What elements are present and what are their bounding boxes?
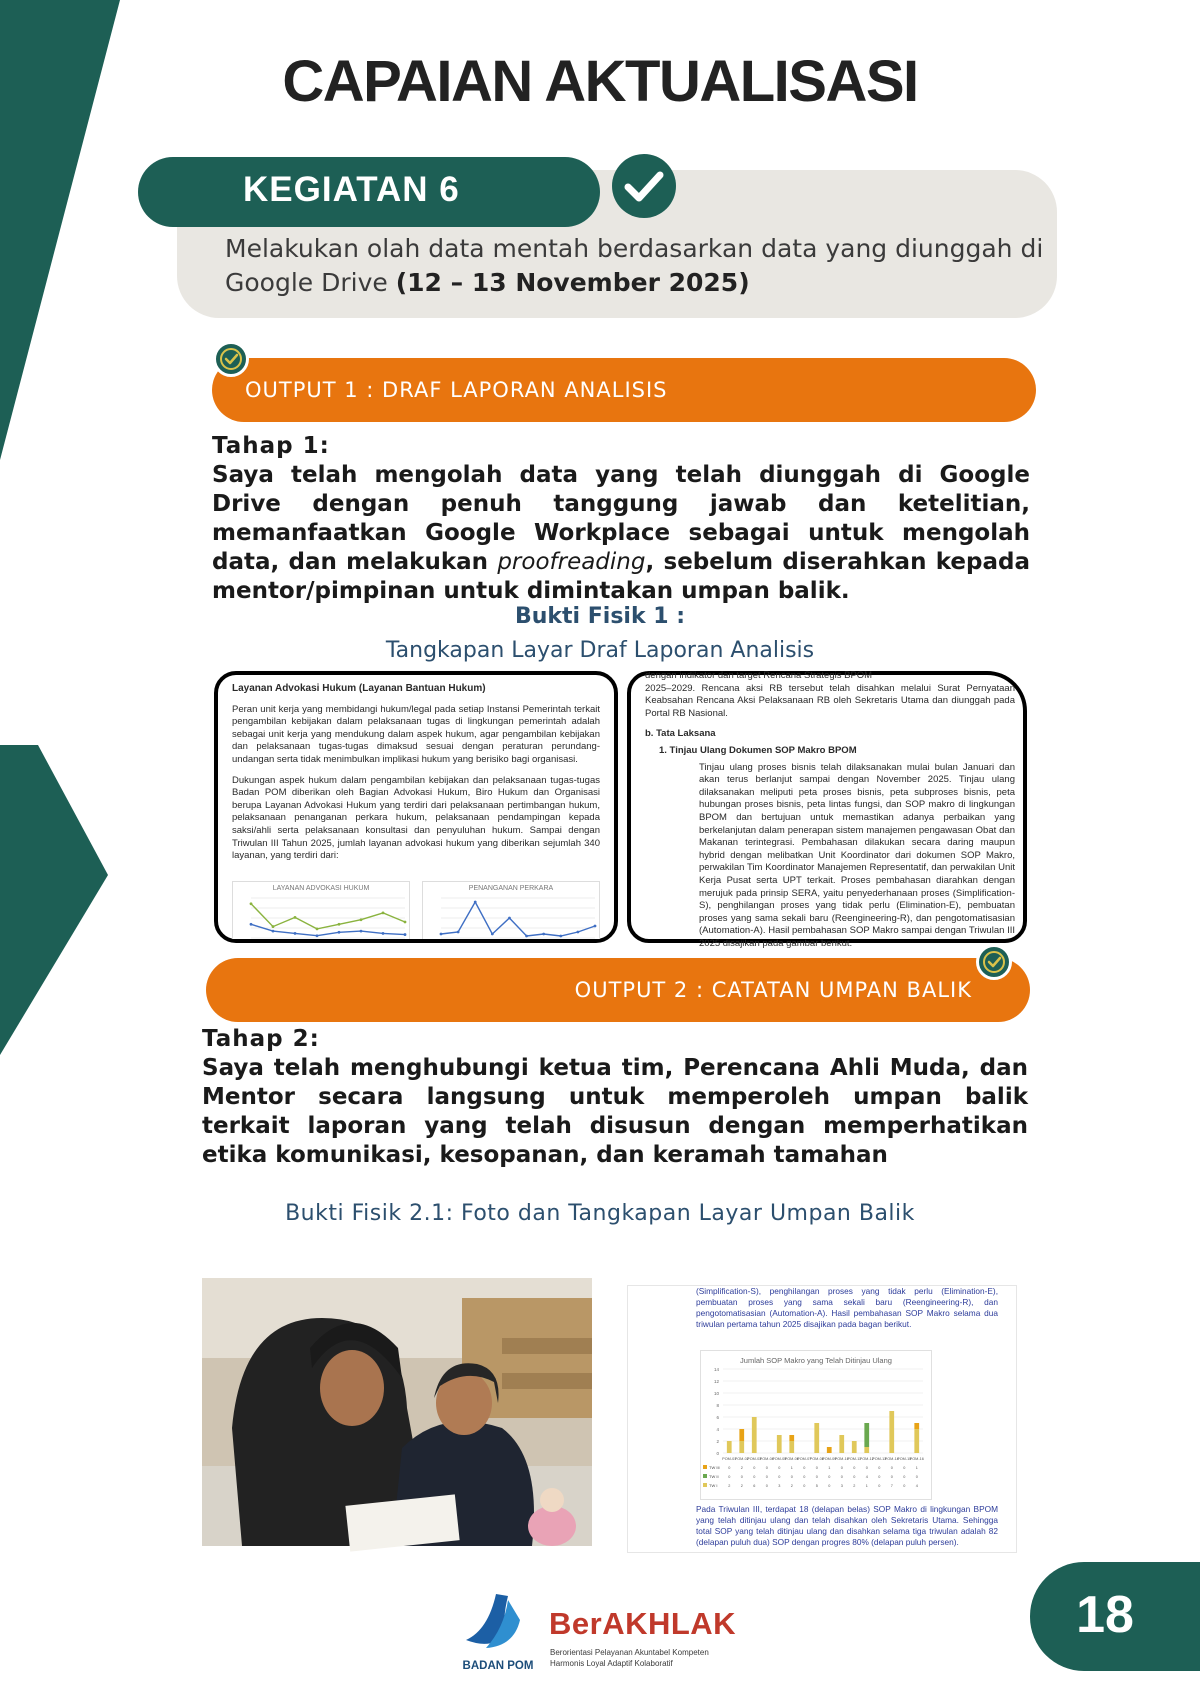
report-paragraph: Dukungan aspek hukum dalam pengambilan kebijakan dan pelaksanaan tugas-tugas Badan POM diberikan oleh Bagian Advokasi Hukum, Biro Hukum dan Organisasi berupa Layanan Advokasi Hukum yang terdiri dari pelaksanaan pertimbangan hukum, pelaksanaan penanganan perkara hukum, pelaksanaan pendampingan kepada saksi/ahli serta pelaksanaan konsultasi dan penyuluhan hukum. Sampai dengan Triwulan III Tahun 2025, jumlah layanan advokasi hukum yang diberikan sejumlah 340 layanan, yang terdiri dari: (232, 774, 600, 862)
data-point (382, 911, 385, 914)
x-tick-label: POM-07 (797, 1457, 812, 1461)
table-cell: 0 (765, 1475, 768, 1479)
kegiatan-date: (12 – 13 November 2025) (395, 268, 750, 297)
bar (752, 1417, 757, 1453)
berakhlak-tagline: Berorientasi Pelayanan Akuntabel Kompeten (550, 1648, 709, 1657)
tahap-1-body (212, 461, 1030, 606)
table-cell: 0 (815, 1466, 818, 1470)
data-point (457, 931, 460, 934)
report-paragraph: Peran unit kerja yang membidangi hukum/legal pada setiap Instansi Pemerintah terkait pengambilan kebijakan dalam pelaksanaan tugas di lingkungan pemerintah adalah sebagai unit kerja yang mendukung dalam aspek hukum, agar pengambilan kebijakan dan pelaksanaan tugas-tugas dimaksud sesuai dengan peraturan perundang-undangan serta tidak menimbulkan implikasi hukum yang berisiko bagi organisasi. (232, 703, 600, 765)
line-chart-svg (423, 894, 603, 940)
table-cell: 0 (853, 1466, 856, 1470)
table-cell: 4 (915, 1484, 918, 1488)
table-cell: 0 (778, 1466, 781, 1470)
bar (864, 1423, 869, 1447)
bar (739, 1441, 744, 1453)
data-point (250, 902, 253, 905)
table-cell: 0 (903, 1466, 906, 1470)
bar (889, 1411, 894, 1453)
data-point (440, 933, 443, 936)
data-point (525, 935, 528, 938)
y-tick-label: 6 (716, 1415, 719, 1420)
report-text (218, 675, 614, 863)
tahap-1-body-text: Saya telah mengolah data yang telah diunggah di Google Drive dengan penuh tanggung jawab dan ketelitian, memanfaatkan Google Workplace sebagai untuk mengolah data, dan melakukan (212, 462, 1030, 575)
y-tick-label: 10 (713, 1391, 719, 1396)
series-line (251, 904, 405, 929)
bukti-1-subtitle: Tangkapan Layar Draf Laporan Analisis (385, 638, 815, 663)
data-point (272, 930, 275, 933)
x-tick-label: POM-03 (747, 1457, 762, 1461)
report-section-label: b. Tata Laksana (645, 728, 716, 740)
table-cell: 4 (865, 1475, 868, 1479)
bar (727, 1441, 732, 1453)
series-line (441, 902, 595, 936)
check-circle-icon (976, 944, 1012, 980)
data-point (382, 932, 385, 935)
bar (914, 1429, 919, 1453)
table-cell: 0 (803, 1484, 806, 1488)
kegiatan-description-text: Melakukan olah data mentah berdasarkan data yang diunggah di Google Drive (225, 234, 1044, 297)
table-cell: 0 (803, 1475, 806, 1479)
x-tick-label: POM-12 (859, 1457, 874, 1461)
table-cell: 5 (815, 1484, 818, 1488)
page-number: 18 (1076, 1586, 1134, 1644)
table-cell: 2 (853, 1484, 856, 1488)
kegiatan-label: KEGIATAN 6 (138, 157, 600, 227)
table-cell: 0 (878, 1475, 881, 1479)
chart-title: Jumlah SOP Makro yang Telah Ditinjau Ulang (740, 1356, 892, 1365)
report-screenshot-right (627, 670, 1027, 949)
berakhlak-logo: BerAKHLAK (549, 1606, 737, 1641)
x-tick-label: POM-10 (834, 1457, 849, 1461)
data-point (316, 934, 319, 937)
bar (789, 1435, 794, 1441)
y-tick-label: 14 (713, 1367, 719, 1372)
data-point (404, 933, 407, 936)
x-tick-label: POM-15 (897, 1457, 912, 1461)
data-point (272, 925, 275, 928)
table-cell: 0 (903, 1475, 906, 1479)
feedback-report-text: (Simplification-S), penghilangan proses yang tidak perlu (Elimination-E), pembuatan proses yang sama sekali baru (Reengineering-R), dan pengotomatisasian (Automation-A). Hasil pembahasan SOP Makro selama dua triwulan pertama tahun 2025 disajikan pada bagan berikut. (696, 1286, 998, 1329)
tahap-1-body-text-end: , sebelum diserahkan kepada mentor/pimpinan untuk dimintakan umpan balik. (212, 549, 1030, 604)
data-point (338, 923, 341, 926)
table-cell: 0 (728, 1466, 731, 1470)
bar (739, 1429, 744, 1441)
table-cell: 0 (878, 1466, 881, 1470)
x-tick-label: POM-13 (872, 1457, 887, 1461)
check-circle-icon (213, 341, 249, 377)
feedback-report-bottom (628, 1504, 1016, 1548)
x-tick-label: POM-14 (884, 1457, 899, 1461)
legend-swatch (703, 1483, 707, 1487)
data-point (360, 918, 363, 921)
bar-chart-svg (701, 1365, 933, 1497)
chart-title: PENANGANAN PERKARA (468, 885, 554, 892)
y-tick-label: 12 (713, 1379, 719, 1384)
table-cell: 0 (728, 1475, 731, 1479)
x-tick-label: POM-06 (784, 1457, 799, 1461)
x-tick-label: POM-16 (909, 1457, 924, 1461)
table-cell: 0 (828, 1484, 831, 1488)
data-point (474, 901, 477, 904)
x-tick-label: POM-02 (734, 1457, 749, 1461)
table-cell: 1 (865, 1484, 868, 1488)
feedback-screenshot (627, 1285, 1017, 1553)
table-cell: 1 (915, 1466, 918, 1470)
table-cell: 0 (765, 1484, 768, 1488)
data-point (360, 930, 363, 933)
y-tick-label: 0 (716, 1451, 719, 1456)
bar (789, 1441, 794, 1453)
data-point (542, 933, 545, 936)
tahap-2-body: Saya telah menghubungi ketua tim, Perencana Ahli Muda, dan Mentor secara langsung untuk memperoleh umpan balik terkait laporan yang telah disusun dengan memperhatikan etika komunikasi, kesopanan, dan keramah tamahan (202, 1055, 1028, 1168)
output-2-banner: OUTPUT 2 : CATATAN UMPAN BALIK (206, 958, 1030, 1022)
report-screenshot-left (214, 671, 618, 943)
bukti-1-title: Bukti Fisik 1 : (514, 604, 686, 629)
table-cell: 3 (840, 1484, 843, 1488)
table-cell: 0 (790, 1475, 793, 1479)
badan-pom-logo (458, 1590, 544, 1662)
table-cell: 0 (778, 1475, 781, 1479)
data-point (559, 935, 562, 938)
table-cell: 3 (778, 1484, 781, 1488)
sop-bar-chart (700, 1350, 932, 1500)
table-cell: 0 (865, 1466, 868, 1470)
data-point (338, 931, 341, 934)
output-1-banner: OUTPUT 1 : DRAF LAPORAN ANALISIS (212, 358, 1036, 422)
table-cell: 0 (753, 1466, 756, 1470)
tahap-2-section (202, 1025, 1028, 1170)
x-tick-label: POM-09 (822, 1457, 837, 1461)
report-text (631, 670, 1023, 950)
x-tick-label: POM-08 (809, 1457, 824, 1461)
chart-title: LAYANAN ADVOKASI HUKUM (272, 885, 370, 892)
feedback-report-text: Pada Triwulan III, terdapat 18 (delapan belas) SOP Makro di lingkungan BPOM yang telah ditinjau ulang dan telah disahkan oleh Sekretaris Utama. Sehingga total SOP yang telah ditinjau ulang dan disahkan selama tiga triwulan adalah 82 (delapan puluh dua) SOP dengan progres 80% (delapan puluh persen). (696, 1504, 998, 1547)
x-tick-label: POM-04 (759, 1457, 774, 1461)
berakhlak-tagline: Harmonis Loyal Adaptif Kolaboratif (550, 1659, 673, 1668)
mini-line-chart-left (232, 881, 410, 939)
y-tick-label: 8 (716, 1403, 719, 1408)
table-cell: 0 (840, 1466, 843, 1470)
line-chart-svg (233, 894, 413, 940)
legend-label: TW III (709, 1465, 720, 1470)
report-paragraph: Tinjau ulang proses bisnis telah dilaksanakan mulai bulan Januari dan akan terus berlanjut sampai dengan November 2025. Tinjau ulang dilaksanakan meliputi peta proses bisnis, peta subproses bisnis, peta hubungan proses bisnis, peta lintas fungsi, dan SOP makro di lingkungan BPOM dan bertujuan untuk memastikan adanya perbaikan yang berkelanjutan dalam penerapan sistem manajemen pengawasan Obat dan Makanan terintegrasi. Pembahasan dilakukan secara daring maupun hybrid dengan melibatkan Unit Koordinator dari dokumen SOP Makro, perwakilan Tim Koordinator Manajemen Representatif, dan perwakilan Unit Kerja Pusat serta UPT terkait. Proses pembahasan diarahkan dengan merujuk pada prinsip SERA, yaitu penyederhanaan proses (Simplification-S), penghilangan proses yang tidak perlu (Elimination-E), pembuatan proses yang sama sekali baru (Reengineering-R), dan pengotomatisasian (Automation-A). Hasil pembahasan SOP Makro sampai dengan Triwulan III 2025 disajikan pada gambar berikut. (699, 761, 1015, 949)
bar (814, 1423, 819, 1453)
bar (777, 1435, 782, 1453)
table-cell: 0 (840, 1475, 843, 1479)
table-cell: 0 (740, 1475, 743, 1479)
legend-swatch (703, 1465, 707, 1469)
table-cell: 0 (878, 1484, 881, 1488)
data-point (594, 925, 597, 928)
table-cell: 0 (753, 1475, 756, 1479)
x-tick-label: POM-11 (847, 1457, 862, 1461)
table-cell: 0 (815, 1475, 818, 1479)
bar (852, 1441, 857, 1453)
tahap-2-title: Tahap 2: (202, 1026, 320, 1052)
data-point (508, 917, 511, 920)
data-point (576, 931, 579, 934)
table-cell: 2 (790, 1484, 793, 1488)
table-cell: 2 (740, 1466, 743, 1470)
table-cell: 0 (903, 1484, 906, 1488)
data-point (491, 933, 494, 936)
check-circle-icon (612, 154, 676, 218)
table-cell: 1 (828, 1466, 831, 1470)
data-point (316, 927, 319, 930)
data-point (250, 923, 253, 926)
legend-label: TW II (709, 1474, 719, 1479)
mini-line-chart-right (422, 881, 600, 939)
y-tick-label: 2 (716, 1439, 719, 1444)
table-cell: 0 (890, 1475, 893, 1479)
x-tick-label: POM-01 (722, 1457, 737, 1461)
table-cell: 0 (915, 1475, 918, 1479)
table-cell: 0 (765, 1466, 768, 1470)
report-paragraph: 2025–2029. Rencana aksi RB tersebut telah disahkan melalui Surat Pernyataan Keabsahan Rencana Aksi Pelaksanaan RB oleh Sekretaris Utama dan diunggah pada Portal RB Nasional. (645, 682, 1015, 719)
table-cell: 7 (890, 1484, 893, 1488)
report-cut-line: dengan indikator dan target Rencana Strategis BPOM (645, 670, 873, 681)
kegiatan-description (225, 232, 1045, 300)
table-cell: 0 (890, 1466, 893, 1470)
legend-label: TW I (709, 1483, 718, 1488)
table-cell: 6 (753, 1484, 756, 1488)
y-tick-label: 4 (716, 1427, 719, 1432)
bar (864, 1447, 869, 1453)
badan-pom-label: BADAN POM (462, 1660, 534, 1672)
bukti-2-title: Bukti Fisik 2.1: Foto dan Tangkapan Layar Umpan Balik (285, 1201, 915, 1226)
feedback-photo (202, 1278, 592, 1546)
tahap-1-body-italic: proofreading (497, 549, 646, 575)
table-cell: 2 (728, 1484, 731, 1488)
table-cell: 0 (853, 1475, 856, 1479)
bar (827, 1447, 832, 1453)
page-title: CAPAIAN AKTUALISASI (282, 49, 918, 114)
tahap-1-title: Tahap 1: (212, 433, 330, 459)
table-cell: 1 (790, 1466, 793, 1470)
decorative-green-chevron (0, 745, 110, 1055)
bar (914, 1423, 919, 1429)
legend-swatch (703, 1474, 707, 1478)
tahap-1-section (212, 432, 1030, 606)
data-point (294, 916, 297, 919)
data-point (404, 921, 407, 924)
x-tick-label: POM-05 (772, 1457, 787, 1461)
report-heading: Layanan Advokasi Hukum (Layanan Bantuan Hukum) (232, 683, 486, 694)
table-cell: 0 (828, 1475, 831, 1479)
report-charts (232, 881, 600, 939)
table-cell: 0 (803, 1466, 806, 1470)
data-point (294, 932, 297, 935)
bar (839, 1435, 844, 1453)
report-subsection-label: 1. Tinjau Ulang Dokumen SOP Makro BPOM (659, 744, 857, 756)
table-cell: 2 (740, 1484, 743, 1488)
